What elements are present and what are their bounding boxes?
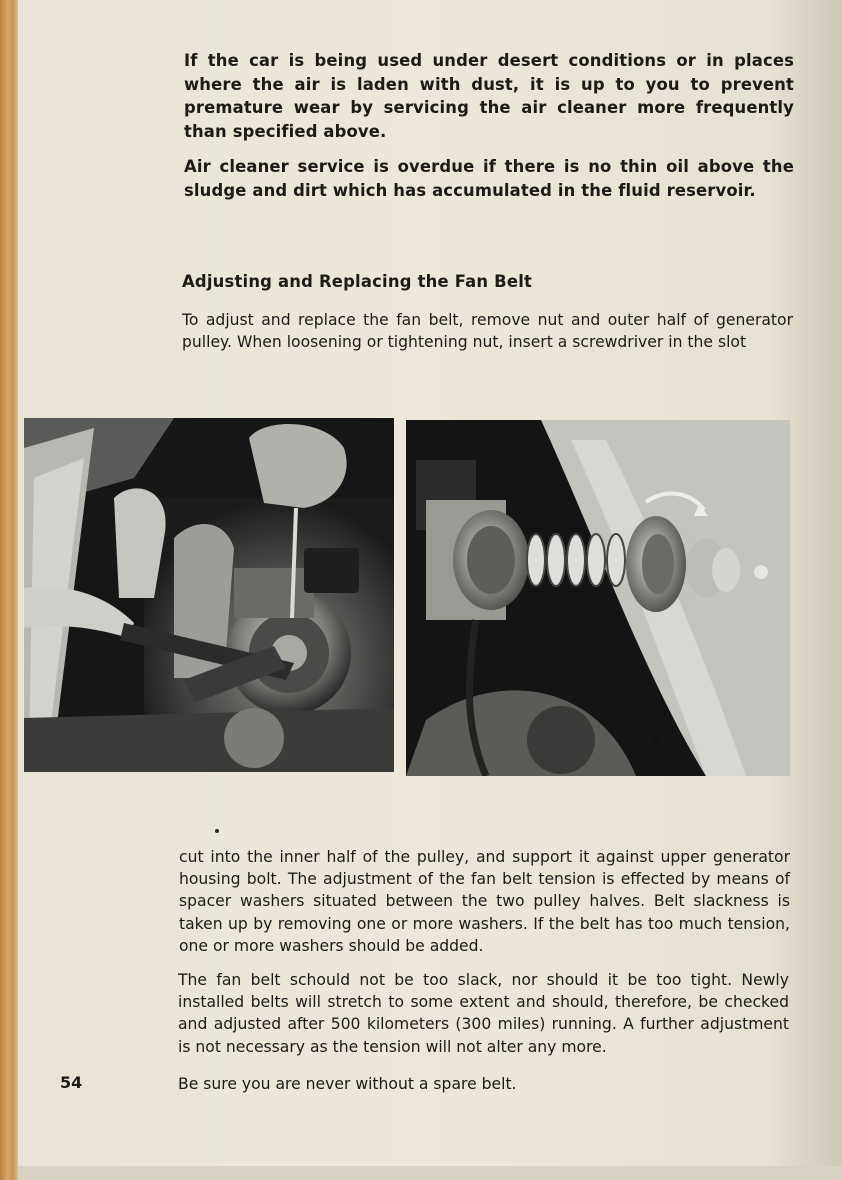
paragraph-intro-text: To adjust and replace the fan belt, remove nut and outer half of generator pulley. When loosening or tightening nut, insert a screwdriver in the slot — [182, 311, 793, 352]
desert-conditions-paragraph — [184, 49, 794, 143]
section-heading — [182, 272, 782, 291]
paragraph-spare-belt-text: Be sure you are never without a spare belt. — [178, 1075, 517, 1093]
photo-pulley-washers — [406, 420, 790, 776]
photo-loosening-nut — [24, 418, 394, 772]
page-number: 54 — [60, 1073, 83, 1092]
tension-paragraph — [178, 969, 789, 1058]
adjustment-paragraph — [179, 846, 790, 957]
spare-belt-paragraph — [178, 1073, 789, 1095]
paragraph-desert-text: If the car is being used under desert conditions or in places where the air is laden with dust, it is up to you to prevent premature wear by servicing the air cleaner more frequently than specified above. — [184, 51, 794, 141]
heading-fan-belt: Adjusting and Replacing the Fan Belt — [182, 272, 533, 291]
service-overdue-paragraph — [184, 155, 794, 202]
paragraph-adjustment-text: cut into the inner half of the pulley, and support it against upper generator housing bolt. The adjustment of the fan belt tension is effected by means of spacer washers situated between the two pulley halves. Belt slackness is taken up by removing one or more washers. If the belt has too much tension, one or more washers should be added. — [179, 848, 790, 955]
paragraph-overdue-text: Air cleaner service is overdue if there is no thin oil above the sludge and dirt which has accumulated in the fluid reservoir. — [184, 157, 794, 200]
paragraph-tension-text: The fan belt schould not be too slack, nor should it be too tight. Newly installed belts will stretch to some extent and should, therefore, be checked and adjusted after 500 kilometers (300 miles) running. A further adjustment is not necessary as the tension will not alter any more. — [178, 971, 789, 1056]
stray-mark — [215, 829, 219, 833]
page-bottom-edge — [18, 1166, 842, 1180]
intro-paragraph — [182, 309, 793, 353]
